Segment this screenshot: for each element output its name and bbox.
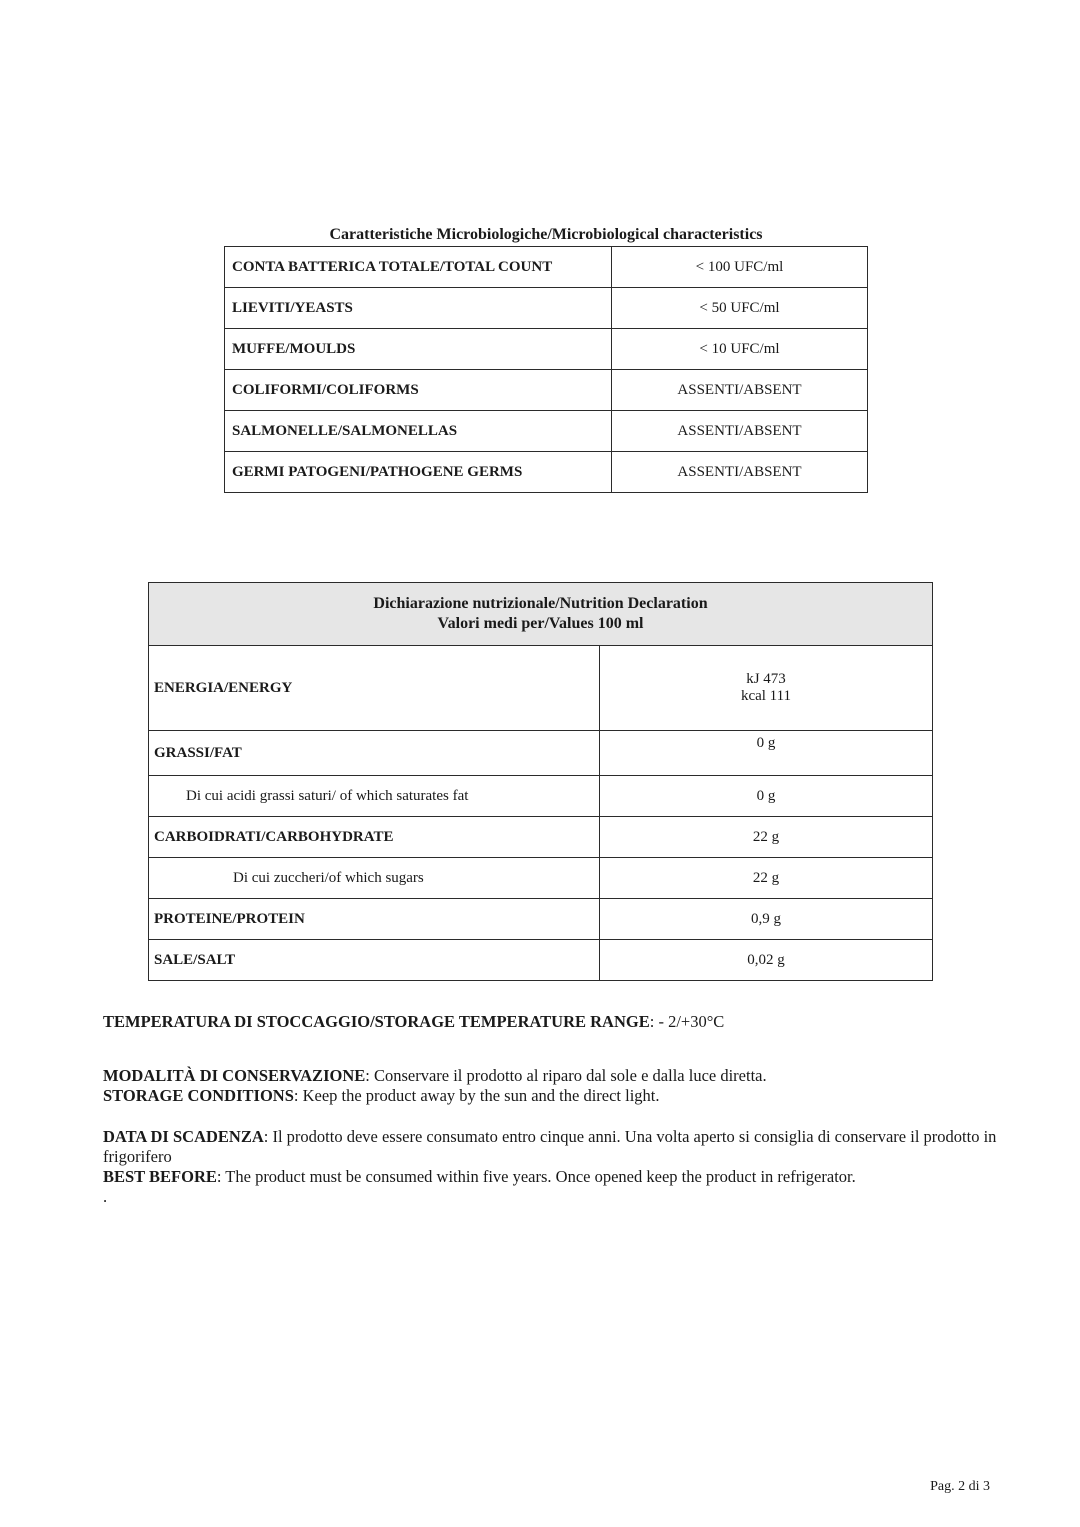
table-row bbox=[149, 731, 933, 776]
micro-label: MUFFE/MOULDS bbox=[225, 329, 612, 370]
carbohydrate-label: CARBOIDRATI/CARBOHYDRATE bbox=[149, 817, 600, 858]
table-row bbox=[149, 940, 933, 981]
table-row bbox=[149, 776, 933, 817]
micro-value: < 100 UFC/ml bbox=[612, 247, 868, 288]
nutrition-header-row bbox=[149, 583, 933, 646]
energy-kcal: kcal 111 bbox=[740, 688, 792, 704]
expiry-trailing: . bbox=[103, 1187, 108, 1206]
nutrition-subtitle: Valori medi per/Values 100 ml bbox=[437, 615, 644, 632]
fat-label: GRASSI/FAT bbox=[149, 731, 600, 776]
salt-label: SALE/SALT bbox=[149, 940, 600, 981]
storage-temperature-value: : - 2/+30°C bbox=[649, 1012, 725, 1031]
micro-label: SALMONELLE/SALMONELLAS bbox=[225, 411, 612, 452]
fat-value: 0 g bbox=[600, 731, 933, 776]
nutrition-title: Dichiarazione nutrizionale/Nutrition Declaration bbox=[373, 595, 708, 612]
conservation-it bbox=[103, 1066, 1003, 1086]
table-row bbox=[225, 411, 868, 452]
table-row bbox=[225, 370, 868, 411]
carbohydrate-value: 22 g bbox=[600, 817, 933, 858]
saturates-label: Di cui acidi grassi saturi/ of which saturates fat bbox=[149, 776, 600, 817]
table-row bbox=[149, 646, 933, 731]
protein-value: 0,9 g bbox=[600, 899, 933, 940]
table-row bbox=[225, 329, 868, 370]
protein-label: PROTEINE/PROTEIN bbox=[149, 899, 600, 940]
table-row bbox=[225, 452, 868, 493]
micro-label: LIEVITI/YEASTS bbox=[225, 288, 612, 329]
nutrition-header bbox=[149, 583, 933, 646]
expiry-en-key: BEST BEFORE bbox=[103, 1167, 217, 1186]
expiry-it-value: : Il prodotto deve essere consumato entro cinque anni. Una volta aperto si consiglia di conservare il prodotto in frigorifero bbox=[103, 1127, 997, 1166]
micro-label: CONTA BATTERICA TOTALE/TOTAL COUNT bbox=[225, 247, 612, 288]
micro-value: ASSENTI/ABSENT bbox=[612, 370, 868, 411]
page-number: Pag. 2 di 3 bbox=[930, 1479, 990, 1494]
expiry-block bbox=[103, 1127, 998, 1207]
micro-table-caption: Caratteristiche Microbiologiche/Microbiological characteristics bbox=[329, 226, 763, 243]
expiry-en bbox=[103, 1167, 998, 1187]
micro-value: ASSENTI/ABSENT bbox=[612, 452, 868, 493]
storage-temperature bbox=[103, 1012, 1003, 1032]
micro-value: ASSENTI/ABSENT bbox=[612, 411, 868, 452]
conservation-en-value: : Keep the product away by the sun and the direct light. bbox=[293, 1086, 660, 1105]
energy-label: ENERGIA/ENERGY bbox=[149, 646, 600, 731]
energy-value bbox=[600, 646, 933, 731]
microbiological-table bbox=[224, 246, 868, 493]
conservation-en-key: STORAGE CONDITIONS bbox=[103, 1086, 294, 1105]
micro-value: < 50 UFC/ml bbox=[612, 288, 868, 329]
energy-kj: kJ 473 bbox=[746, 671, 786, 687]
salt-value: 0,02 g bbox=[600, 940, 933, 981]
nutrition-table bbox=[148, 582, 933, 981]
sugars-label: Di cui zuccheri/of which sugars bbox=[149, 858, 600, 899]
micro-value: < 10 UFC/ml bbox=[612, 329, 868, 370]
micro-label: GERMI PATOGENI/PATHOGENE GERMS bbox=[225, 452, 612, 493]
table-row bbox=[149, 858, 933, 899]
table-row bbox=[225, 288, 868, 329]
expiry-it-key: DATA DI SCADENZA bbox=[103, 1127, 264, 1146]
conservation-block bbox=[103, 1066, 1003, 1106]
table-row bbox=[225, 247, 868, 288]
table-row bbox=[149, 899, 933, 940]
expiry-en-value: : The product must be consumed within five years. Once opened keep the product in refrigerator. bbox=[216, 1167, 856, 1186]
conservation-it-key: MODALITÀ DI CONSERVAZIONE bbox=[103, 1066, 366, 1085]
table-row bbox=[149, 817, 933, 858]
sugars-value: 22 g bbox=[600, 858, 933, 899]
micro-label: COLIFORMI/COLIFORMS bbox=[225, 370, 612, 411]
saturates-value: 0 g bbox=[600, 776, 933, 817]
conservation-it-value: : Conservare il prodotto al riparo dal sole e dalla luce diretta. bbox=[365, 1066, 767, 1085]
expiry-it bbox=[103, 1127, 998, 1167]
storage-temperature-key: TEMPERATURA DI STOCCAGGIO/STORAGE TEMPERATURE RANGE bbox=[103, 1012, 650, 1031]
conservation-en bbox=[103, 1086, 1003, 1106]
